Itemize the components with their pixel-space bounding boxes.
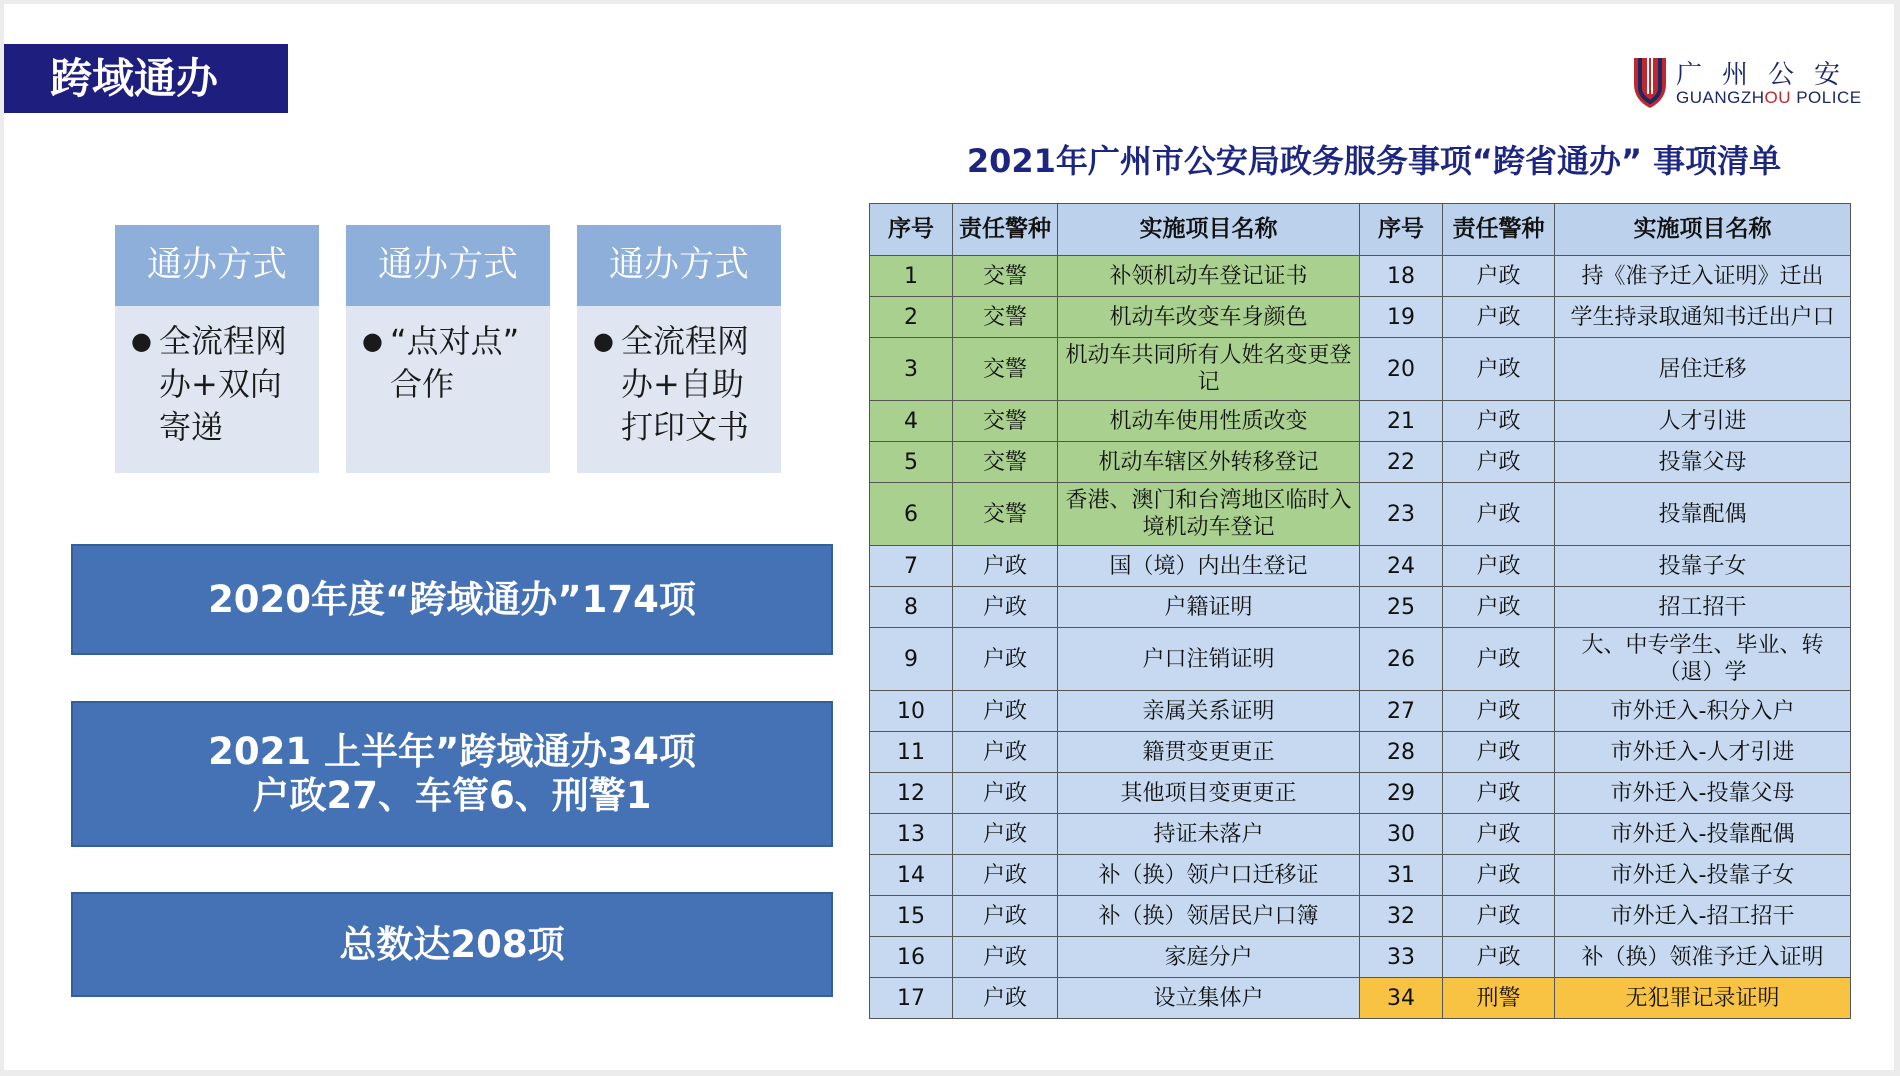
stat-box-2020 [71,544,833,655]
cell-dept: 户政 [1443,338,1555,401]
cell-dept: 交警 [953,297,1058,338]
table-row [870,937,1851,978]
card-line: 办+自助 [621,365,744,403]
table-row [870,732,1851,773]
cell-no: 9 [870,628,953,691]
cell-item: 机动车辖区外转移登记 [1058,442,1360,483]
card-body [577,306,781,449]
cell-no: 6 [870,483,953,546]
cell-no: 34 [1360,978,1443,1019]
stat-line: 2020年度“跨域通办”174项 [208,577,696,621]
col-header-no: 序号 [870,204,953,256]
card-heading: 通办方式 [346,225,550,306]
card-line: 全流程网 [621,322,750,360]
table-row [870,896,1851,937]
page-title: 跨域通办 [4,44,288,113]
table-row [870,691,1851,732]
cell-item: 人才引进 [1555,401,1851,442]
card-heading: 通办方式 [577,225,781,306]
shield-icon [1630,54,1670,110]
cell-item: 学生持录取通知书迁出户口 [1555,297,1851,338]
cell-no: 25 [1360,587,1443,628]
cell-dept: 交警 [953,442,1058,483]
card-line: 寄递 [159,408,224,446]
cell-item: 市外迁入-人才引进 [1555,732,1851,773]
items-table [869,203,1851,1019]
cell-item: 市外迁入-招工招干 [1555,896,1851,937]
cell-item: 投靠配偶 [1555,483,1851,546]
cell-item: 家庭分户 [1058,937,1360,978]
cell-no: 26 [1360,628,1443,691]
table-row [870,483,1851,546]
cell-dept: 户政 [1443,587,1555,628]
cell-item: 招工招干 [1555,587,1851,628]
bullet-icon: ● [362,327,383,355]
table-title: 2021年广州市公安局政务服务事项“跨省通办” 事项清单 [966,142,1782,180]
cell-item: 补领机动车登记证书 [1058,256,1360,297]
cell-no: 18 [1360,256,1443,297]
cell-item: 大、中专学生、毕业、转（退）学 [1555,628,1851,691]
cell-no: 2 [870,297,953,338]
cell-dept: 户政 [1443,937,1555,978]
table-row [870,628,1851,691]
col-header-dept: 责任警种 [953,204,1058,256]
table-row [870,773,1851,814]
cell-dept: 户政 [953,587,1058,628]
table-row [870,587,1851,628]
cell-no: 30 [1360,814,1443,855]
card-line: 办+双向 [159,365,282,403]
method-card [577,225,781,473]
cell-dept: 户政 [953,732,1058,773]
logo-text-en [1676,88,1862,108]
cell-no: 28 [1360,732,1443,773]
table-row [870,978,1851,1019]
cell-no: 19 [1360,297,1443,338]
police-logo [1630,54,1880,114]
table-row [870,297,1851,338]
cell-item: 市外迁入-投靠配偶 [1555,814,1851,855]
table-row [870,338,1851,401]
logo-text-en-part3: POLICE [1791,88,1862,107]
cell-dept: 户政 [1443,401,1555,442]
cell-item: 籍贯变更更正 [1058,732,1360,773]
cell-item: 市外迁入-投靠子女 [1555,855,1851,896]
table-row [870,401,1851,442]
cell-dept: 户政 [953,814,1058,855]
cell-dept: 户政 [1443,628,1555,691]
stat-line: 户政27、车管6、刑警1 [252,774,652,817]
cell-dept: 户政 [1443,855,1555,896]
cell-no: 24 [1360,546,1443,587]
cell-dept: 户政 [1443,483,1555,546]
cell-dept: 户政 [953,855,1058,896]
cell-no: 15 [870,896,953,937]
cell-item: 无犯罪记录证明 [1555,978,1851,1019]
cell-no: 31 [1360,855,1443,896]
card-line: 全流程网 [159,322,288,360]
col-header-dept: 责任警种 [1443,204,1555,256]
logo-text-cn: 广州公安 [1676,60,1861,90]
cell-no: 21 [1360,401,1443,442]
table-row [870,442,1851,483]
col-header-item: 实施项目名称 [1058,204,1360,256]
cell-item: 投靠父母 [1555,442,1851,483]
cell-dept: 户政 [1443,256,1555,297]
cell-item: 机动车共同所有人姓名变更登记 [1058,338,1360,401]
cell-item: 投靠子女 [1555,546,1851,587]
table-header-row [870,204,1851,256]
cell-no: 4 [870,401,953,442]
logo-text-en-part1: GUANGZH [1676,88,1765,107]
stat-line: 总数达208项 [339,922,565,966]
cell-no: 3 [870,338,953,401]
card-body [115,306,319,449]
cell-dept: 交警 [953,338,1058,401]
table-row [870,855,1851,896]
cell-item: 户籍证明 [1058,587,1360,628]
stat-box-2021 [71,701,833,847]
cell-dept: 户政 [1443,814,1555,855]
cell-no: 22 [1360,442,1443,483]
cell-dept: 户政 [953,978,1058,1019]
cell-no: 12 [870,773,953,814]
cell-no: 29 [1360,773,1443,814]
cell-item: 补（换）领准予迁入证明 [1555,937,1851,978]
cell-item: 国（境）内出生登记 [1058,546,1360,587]
cell-no: 11 [870,732,953,773]
cell-dept: 户政 [1443,442,1555,483]
card-line: 合作 [390,365,455,403]
cell-dept: 户政 [953,896,1058,937]
cell-no: 33 [1360,937,1443,978]
cell-no: 10 [870,691,953,732]
logo-text-en-part2: OU [1764,88,1791,107]
cell-dept: 交警 [953,256,1058,297]
bullet-icon: ● [131,327,152,355]
cell-item: 香港、澳门和台湾地区临时入境机动车登记 [1058,483,1360,546]
cell-no: 8 [870,587,953,628]
cell-dept: 户政 [953,773,1058,814]
cell-dept: 户政 [1443,896,1555,937]
cell-item: 补（换）领居民户口簿 [1058,896,1360,937]
method-card [346,225,550,473]
cell-item: 亲属关系证明 [1058,691,1360,732]
cell-no: 20 [1360,338,1443,401]
table-row [870,814,1851,855]
cell-dept: 户政 [953,546,1058,587]
cell-dept: 刑警 [1443,978,1555,1019]
cell-dept: 户政 [1443,546,1555,587]
table-row [870,546,1851,587]
cell-item: 补（换）领户口迁移证 [1058,855,1360,896]
cell-dept: 户政 [953,691,1058,732]
card-line: 打印文书 [621,408,750,446]
col-header-item: 实施项目名称 [1555,204,1851,256]
cell-dept: 户政 [953,937,1058,978]
stat-line: 2021 上半年”跨域通办34项 [208,730,696,773]
slide [4,4,1894,1070]
col-header-no: 序号 [1360,204,1443,256]
card-body [346,306,550,406]
cell-item: 机动车使用性质改变 [1058,401,1360,442]
cell-item: 其他项目变更更正 [1058,773,1360,814]
stat-box-total [71,892,833,997]
card-heading: 通办方式 [115,225,319,306]
cell-no: 7 [870,546,953,587]
cell-item: 持《准予迁入证明》迁出 [1555,256,1851,297]
cell-no: 5 [870,442,953,483]
cell-dept: 户政 [1443,773,1555,814]
cell-no: 14 [870,855,953,896]
cell-item: 机动车改变车身颜色 [1058,297,1360,338]
bullet-icon: ● [593,327,614,355]
cell-dept: 户政 [1443,297,1555,338]
cell-no: 27 [1360,691,1443,732]
table-row [870,256,1851,297]
cell-item: 设立集体户 [1058,978,1360,1019]
cell-item: 居住迁移 [1555,338,1851,401]
cell-dept: 交警 [953,401,1058,442]
cell-no: 16 [870,937,953,978]
cell-item: 持证未落户 [1058,814,1360,855]
cell-dept: 户政 [1443,732,1555,773]
cell-dept: 户政 [953,628,1058,691]
method-card [115,225,319,473]
cell-no: 1 [870,256,953,297]
cell-no: 32 [1360,896,1443,937]
cell-no: 13 [870,814,953,855]
cell-item: 户口注销证明 [1058,628,1360,691]
cell-item: 市外迁入-积分入户 [1555,691,1851,732]
card-line: “点对点” [390,322,520,360]
cell-item: 市外迁入-投靠父母 [1555,773,1851,814]
cell-dept: 交警 [953,483,1058,546]
cell-dept: 户政 [1443,691,1555,732]
cell-no: 23 [1360,483,1443,546]
cell-no: 17 [870,978,953,1019]
